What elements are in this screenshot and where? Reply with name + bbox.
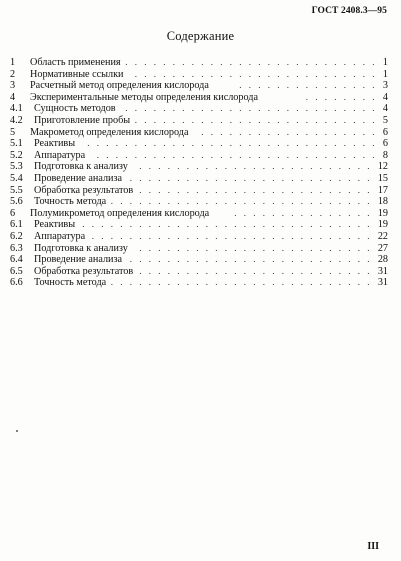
toc-entry xyxy=(10,266,388,278)
toc-entry-page: 15 xyxy=(377,172,388,184)
toc-entry-label: Приготовление пробы xyxy=(34,114,131,126)
toc-entry-page: 8 xyxy=(382,149,388,161)
toc-entry xyxy=(10,254,388,266)
scan-speck xyxy=(16,430,18,432)
toc-entry-label: Экспериментальные методы определения кислорода xyxy=(30,91,258,103)
standard-code: ГОСТ 2408.3—95 xyxy=(311,6,387,16)
toc-entry-label: Реактивы xyxy=(34,138,76,150)
toc-leader-dots: . . . . . . . . . . . . . . . . . . . . . . . . . . xyxy=(129,254,372,265)
toc-entry-page: 6 xyxy=(382,138,388,150)
toc-leader-dots: . . . . . . . . . . . . . . . . . . . . . . . . . . . . . . xyxy=(96,149,377,160)
toc-entry-number: 5.4 xyxy=(10,172,23,184)
toc-entry-label: Полумикрометод определения кислорода xyxy=(30,207,210,219)
toc-entry-page: 5 xyxy=(382,114,388,126)
toc-entry-label: Аппаратура xyxy=(34,230,86,242)
toc-entry xyxy=(10,277,388,289)
toc-entry-label: Расчетный метод определения кислорода xyxy=(30,80,209,92)
toc-entry-page: 28 xyxy=(377,254,388,266)
toc-entry-label: Подготовка к анализу xyxy=(34,242,128,254)
toc-entry-number: 6.6 xyxy=(10,277,23,289)
toc-entry-label: Аппаратура xyxy=(34,149,86,161)
toc-entry-label: Сущность методов xyxy=(34,103,116,115)
toc-entry-number: 6.3 xyxy=(10,242,23,254)
toc-entry-label: Точность метода xyxy=(34,196,107,208)
toc-entry xyxy=(10,231,388,243)
toc-entry xyxy=(10,69,388,81)
toc-leader-dots: . . . . . . . . . . . . . . . . . . . . . . . . . . . xyxy=(125,103,377,114)
toc-entry xyxy=(10,243,388,255)
toc-leader-dots: . . . . . . . . . . . . . . . . . . . . . . . . . . . . . . . xyxy=(87,138,377,149)
toc-entry-number: 1 xyxy=(10,57,16,68)
toc-entry-label: Реактивы xyxy=(34,219,76,231)
toc-entry xyxy=(10,185,388,197)
toc-leader-dots: . . . . . . . . . . . . . . . . . . . . . . . . . . xyxy=(134,68,377,79)
toc-leader-dots: . . . . . . . . xyxy=(305,91,377,102)
toc-entry-number: 6 xyxy=(10,207,16,219)
toc-leader-dots: . . . . . . . . . . . . . . . . . . . . . . . . . . . . . . xyxy=(91,230,372,241)
toc-entry xyxy=(10,57,388,69)
toc-entry-page: 31 xyxy=(377,277,388,289)
toc-leader-dots: . . . . . . . . . . . . . . . . . . . xyxy=(201,126,377,137)
toc-entry xyxy=(10,115,388,127)
toc-entry-page: 12 xyxy=(377,161,388,173)
toc-entry-label: Подготовка к анализу xyxy=(34,161,128,173)
toc-entry-page: 19 xyxy=(377,219,388,231)
toc-entry-page: 19 xyxy=(377,207,388,219)
toc-entry xyxy=(10,92,388,104)
toc-entry-number: 5.6 xyxy=(10,196,23,208)
toc-entry xyxy=(10,161,388,173)
toc-leader-dots: . . . . . . . . . . . . . . . . . . . . . . . . . xyxy=(139,242,372,253)
toc-entry-label: Нормативные ссылки xyxy=(30,68,124,80)
toc-leader-dots: . . . . . . . . . . . . . . . . . . . . . . . . . . . xyxy=(125,57,377,67)
toc-entry xyxy=(10,150,388,162)
toc-entry-number: 6.1 xyxy=(10,219,23,231)
toc-entry xyxy=(10,138,388,150)
page-folio: III xyxy=(367,541,379,552)
toc-entry-number: 5 xyxy=(10,126,16,138)
toc-entry-number: 5.5 xyxy=(10,184,23,196)
toc-entry-page: 1 xyxy=(382,68,388,80)
toc-entry-number: 6.5 xyxy=(10,265,23,277)
toc-leader-dots: . . . . . . . . . . . . . . . . . . . . . . . . . . xyxy=(129,172,372,183)
toc-entry xyxy=(10,127,388,139)
toc-leader-dots: . . . . . . . . . . . . . . . . . . . . . . . . . . . . . . . xyxy=(82,219,372,230)
toc-entry xyxy=(10,173,388,185)
table-of-contents xyxy=(10,57,388,289)
toc-leader-dots: . . . . . . . . . . . . . . . . . . . . . . . . . xyxy=(139,161,372,172)
toc-entry-number: 5.1 xyxy=(10,138,23,150)
toc-entry-number: 6.4 xyxy=(10,254,23,266)
page-title: Содержание xyxy=(166,29,235,43)
toc-leader-dots: . . . . . . . . . . . . . . . xyxy=(239,80,377,91)
toc-entry-page: 27 xyxy=(377,242,388,254)
toc-entry-number: 3 xyxy=(10,80,16,92)
toc-entry-label: Проведение анализа xyxy=(34,254,123,266)
toc-leader-dots: . . . . . . . . . . . . . . . . . . . . . . . . . . . . xyxy=(110,277,372,288)
toc-entry xyxy=(10,196,388,208)
toc-entry-page: 1 xyxy=(382,57,388,68)
toc-entry-page: 17 xyxy=(377,184,388,196)
toc-entry-page: 31 xyxy=(377,265,388,277)
toc-entry-page: 6 xyxy=(382,126,388,138)
toc-entry xyxy=(10,80,388,92)
toc-entry-label: Область применения xyxy=(30,57,121,68)
toc-entry-label: Обработка результатов xyxy=(34,265,134,277)
toc-entry-number: 4 xyxy=(10,91,16,103)
toc-entry-label: Проведение анализа xyxy=(34,172,123,184)
toc-entry xyxy=(10,103,388,115)
toc-entry-number: 4.1 xyxy=(10,103,23,115)
toc-entry-page: 22 xyxy=(377,230,388,242)
toc-entry-label: Макрометод определения кислорода xyxy=(30,126,189,138)
toc-leader-dots: . . . . . . . . . . . . . . . . . . . . . . . . . . xyxy=(134,114,377,125)
toc-entry-number: 4.2 xyxy=(10,114,23,126)
toc-leader-dots: . . . . . . . . . . . . . . . . . . . . . . . . . xyxy=(139,265,372,276)
toc-entry-page: 18 xyxy=(377,196,388,208)
toc-leader-dots: . . . . . . . . . . . . . . . . . . . . . . . . . . . . xyxy=(110,196,372,207)
toc-leader-dots: . . . . . . . . . . . . . . . . . . . . . . . . . xyxy=(139,184,372,195)
toc-entry-number: 2 xyxy=(10,68,16,80)
toc-entry xyxy=(10,219,388,231)
toc-entry-label: Обработка результатов xyxy=(34,184,134,196)
toc-leader-dots: . . . . . . . . . . . . . . . xyxy=(234,207,372,218)
toc-entry xyxy=(10,208,388,220)
toc-entry-page: 4 xyxy=(382,103,388,115)
toc-entry-number: 5.3 xyxy=(10,161,23,173)
toc-entry-page: 4 xyxy=(382,91,388,103)
toc-entry-number: 6.2 xyxy=(10,230,23,242)
toc-entry-label: Точность метода xyxy=(34,277,107,289)
toc-entry-number: 5.2 xyxy=(10,149,23,161)
toc-entry-page: 3 xyxy=(382,80,388,92)
